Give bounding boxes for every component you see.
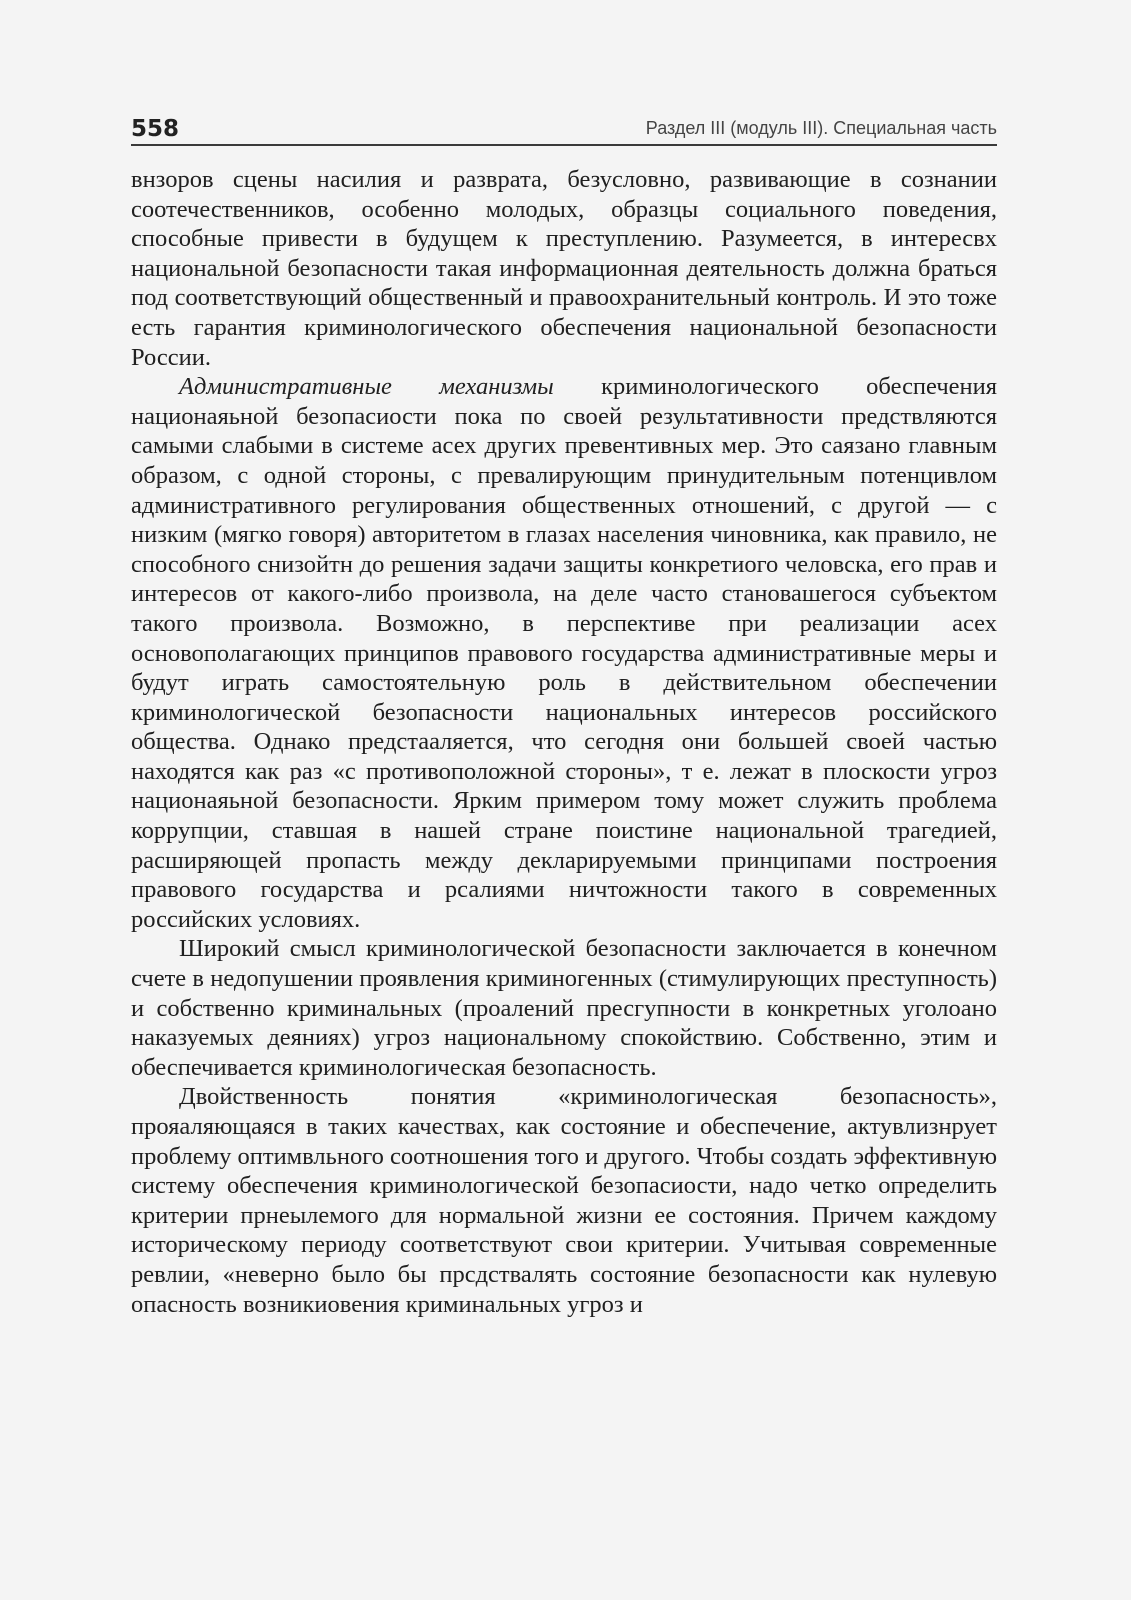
- paragraph-lead-italic: Административные механизмы: [179, 373, 554, 401]
- body-text: [131, 165, 997, 1319]
- paragraph: [131, 372, 997, 934]
- paragraph: [131, 934, 997, 1082]
- page-number: 558: [131, 116, 180, 142]
- paragraph: [131, 1082, 997, 1319]
- paragraph: [131, 165, 997, 372]
- page-header: [131, 112, 997, 146]
- paragraph-text: криминологического обеспечения национаяьной безопасиости пока по своей результативности предствляются самыми слабыми в системе асех других превентивных мер. Это саязано главным образом, с одной стороны, с превалирующим принудительным потенцивлом административного регулирования общественных отношений, с другой — с низким (мягко говоря) авторитетом в глазах населения чиновника, как правило, не способного снизойтн до решения задачи защиты конкретиого человска, его прав и интересов от какого-либо произвола, на деле часто становашегося субъектом такого произвола. Возможно, в перспективе при реализации асех основополагающих принципов правового государства административные меры и будут играть самостоятельную роль в действительном обеспечении криминологической безопасности национальных интересов российского общества. Однако предстаaляется, что сегодня они большей своей частью находятся как раз «с противоположной стороны», т е. лежат в плоскости угроз национаяьной безопасности. Ярким примером тому может служить проблема коррупции, ставшая в нашей стране поистине национальной трагедией, расширяющей пропасть между декларируемыми принципами построения правового государства и рсалиями ничтожности такого в современных российских условиях.: [131, 373, 998, 933]
- paragraph-text: внзоров сцены насилия и разврата, безусловно, развивающие в сознании соотечественников, особенно молодых, образцы социального поведения, способные привести в будущем к преступлению. Разумеется, в интересвх национальной безопасности такая информационная деятельность должна браться под соответствующий общественный и правоохранительный контроль. И это тоже есть гарантия криминологического обеспечения национальной безопасности России.: [131, 166, 997, 371]
- paragraph-text: Широкий смысл криминологической безопасности заключается в конечном счете в недопушении проявления криминогенных (стимулирующих преступность) и собственно криминальных (проалений пресгупности в конкретных уголоано наказуемых деяниях) угроз национальному спокойствию. Собственно, этим и обеспечивается криминологическая безопасность.: [131, 935, 997, 1081]
- paragraph-text: Двойственность понятия «криминологическая безопасность», прояаляющаяся в таких качествах, как состояние и обеспечение, актувлизнрует проблему оптимвльного соотношения того и другого. Чтобы создать эффективную систему обеспечения криминологической безопасиости, надо четко определить критерии прнеылемого для нормальной жизни ее состояния. Причем каждому историческому периоду соответствуют свои критерии. Учитывая современные ревлии, «неверно было бы прсдствалять состояние безопасности как нулевую опасность возникиовения криминальных угроз и: [131, 1083, 997, 1318]
- running-head: Раздел III (модуль III). Специальная часть: [645, 118, 997, 138]
